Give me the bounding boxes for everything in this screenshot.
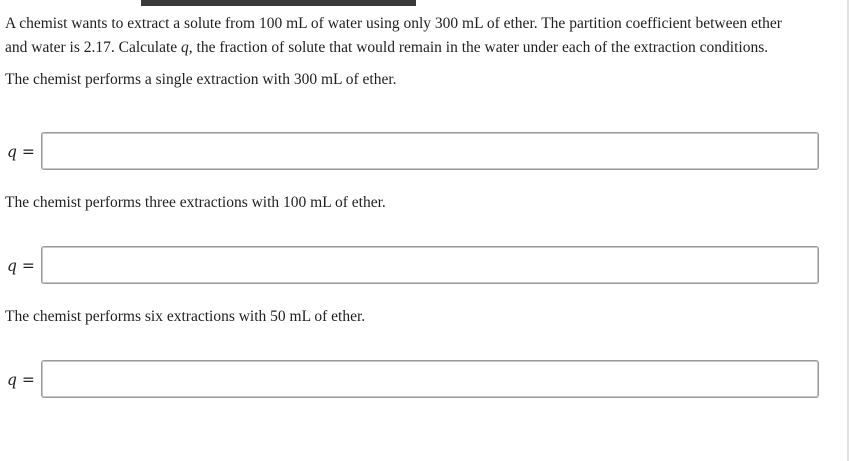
part-1-q-label [7, 143, 35, 161]
part-1-answer-input[interactable] [41, 132, 819, 170]
problem-statement-line-2 [5, 36, 768, 60]
problem-text-after-var: , the fraction of solute that would remain in the water under each of the extraction conditions. [188, 39, 769, 56]
part-2-q-var: q [7, 257, 17, 275]
part-3-answer-input[interactable] [41, 360, 819, 398]
problem-variable-q: q [181, 39, 189, 56]
top-progress-bar [141, 0, 416, 6]
part-2-equals: = [16, 257, 35, 275]
part-3-q-label [7, 371, 35, 389]
part-3-prompt: The chemist performs six extractions with 50 mL of ether. [5, 308, 366, 325]
part-1-equals: = [16, 143, 35, 161]
part-1-q-var: q [7, 143, 17, 161]
part-3-equals: = [16, 371, 35, 389]
part-2-q-label [7, 257, 35, 275]
part-2-answer-input[interactable] [41, 246, 819, 284]
problem-text-before-var: and water is 2.17. Calculate [5, 39, 182, 56]
problem-statement-line-1: A chemist wants to extract a solute from 100 mL of water using only 300 mL of ether. The partition coefficient between ether [5, 15, 782, 32]
part-3-q-var: q [7, 371, 17, 389]
part-2-prompt: The chemist performs three extractions with 100 mL of ether. [5, 194, 386, 211]
part-1-prompt: The chemist performs a single extraction with 300 mL of ether. [5, 71, 397, 88]
